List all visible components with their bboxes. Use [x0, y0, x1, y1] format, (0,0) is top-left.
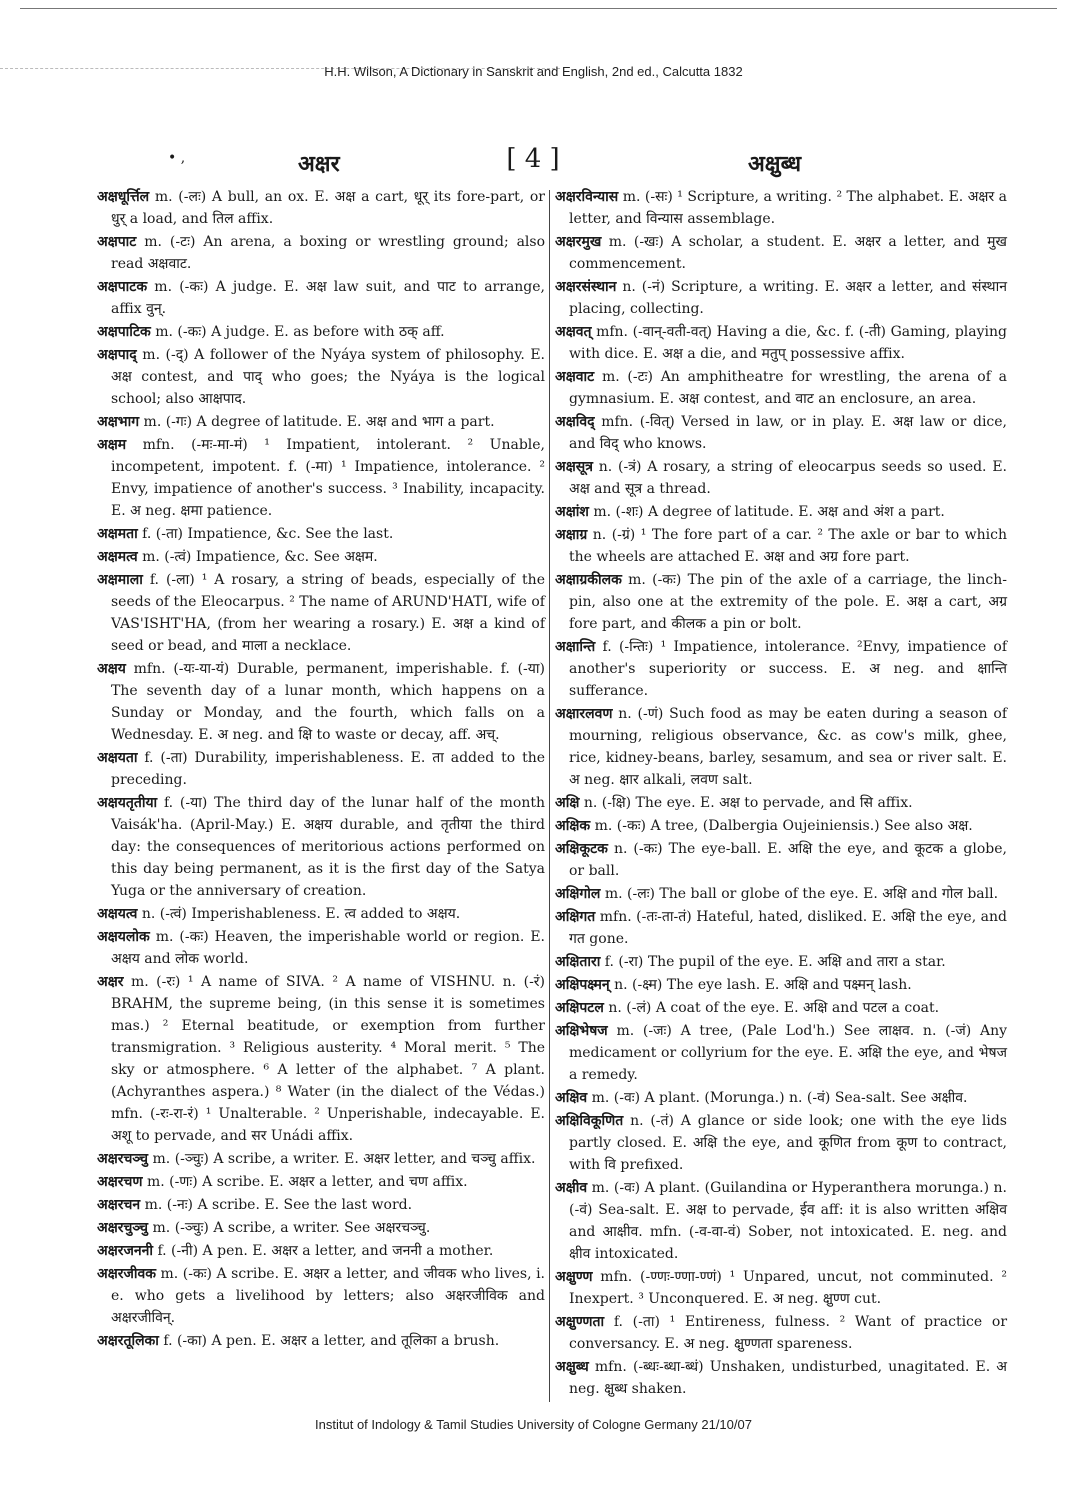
entry-headword: अक्षय — [97, 661, 126, 677]
entry-definition: f. (-ता) Durability, imperishableness. E. ता added to the preceding. — [111, 750, 545, 788]
dictionary-entry — [97, 1194, 545, 1216]
entry-definition: f. (-न्तिः) ¹ Impatience, intolerance. ²Envy, impatience of another's superiority or success. E. अ neg. and क्षान्ति sufferance. — [569, 639, 1008, 699]
entry-definition: mfn. (-वान्-वती-वत्) Having a die, &c. f. (-ती) Gaming, playing with dice. E. अक्ष a die, and मतुप् possessive affix. — [569, 324, 1007, 362]
header-right-word: अक्षुब्ध — [748, 151, 802, 177]
entry-headword: अक्षुण्ण — [555, 1269, 593, 1285]
entry-definition: n. (-कः) The eye-ball. E. अक्षि the eye, and कूटक a globe, or ball. — [569, 841, 1007, 879]
entry-definition: n. (-त्रं) A rosary, a string of eleocarpus seeds so used. E. अक्ष and सूत्र a thread. — [569, 459, 1007, 497]
entry-headword: अक्षरमुख — [555, 234, 602, 250]
dictionary-entry — [555, 321, 1007, 365]
entry-headword: अक्षरजननी — [97, 1243, 154, 1259]
dictionary-entry — [97, 569, 545, 657]
dictionary-entry — [97, 903, 545, 925]
dictionary-entry — [97, 1263, 545, 1329]
entry-headword: अक्षयत्व — [97, 906, 138, 922]
entry-headword: अक्षरचन — [97, 1197, 141, 1213]
entry-definition: m. (-कः) The pin of the axle of a carriage, the linch-pin, also one at the extremity of the pole. E. अक्ष a cart, अग्र fore part, and कीलक a pin or bolt. — [569, 572, 1007, 632]
entry-definition: m. (-द्) A follower of the Nyáya system of philosophy. E. अक्ष contest, and पाद् who goes; the Nyáya is the logical school; also आक्षपाद. — [111, 347, 546, 407]
entry-headword: अक्षयलोक — [97, 929, 150, 945]
dictionary-entry — [97, 231, 545, 275]
source-line: H.H. Wilson, A Dictionary in Sanskrit and English, 2nd ed., Calcutta 1832 — [324, 64, 743, 79]
left-column — [97, 186, 545, 1404]
entry-definition: n. (-लं) A coat of the eye. E. अक्षि and पटल a coat. — [608, 1000, 940, 1016]
entry-headword: अक्षाग्र — [555, 527, 588, 543]
entry-headword: अक्षपाटक — [97, 279, 148, 295]
entry-definition: m. (-त्वं) Impatience, &c. See अक्षम. — [142, 549, 378, 565]
dictionary-entry — [555, 951, 1007, 973]
entry-definition: m. (-ञ्चुः) A scribe, a writer. E. अक्षर letter, and चञ्चु affix. — [152, 1151, 536, 1167]
entry-definition: m. (-वः) A plant. (Morunga.) n. (-वं) Sea-salt. See अक्षीव. — [591, 1090, 968, 1106]
dictionary-entry — [555, 231, 1007, 275]
entry-definition: m. (-सः) ¹ Scripture, a writing. ² The alphabet. E. अक्षर a letter, and विन्यास assemblage. — [569, 189, 1007, 227]
entry-definition: n. (-त्वं) Imperishableness. E. त्व added to अक्षय. — [141, 906, 461, 922]
entry-definition: n. (-क्षि) The eye. E. अक्ष to pervade, and सि affix. — [583, 795, 913, 811]
header-marks: • , — [168, 150, 186, 166]
entry-headword: अक्षरसंस्थान — [555, 279, 617, 295]
entry-definition: f. (-ता) Impatience, &c. See the last. — [142, 526, 394, 542]
entry-headword: अक्षरजीवक — [97, 1266, 157, 1282]
dictionary-entry — [555, 815, 1007, 837]
entry-headword: अक्षितारा — [555, 954, 601, 970]
dictionary-entry — [97, 276, 545, 320]
dictionary-entry — [97, 658, 545, 746]
entry-headword: अक्षधूर्त्तिल — [97, 189, 150, 205]
dictionary-entry — [555, 906, 1007, 950]
header-left-word: अक्षर — [298, 151, 340, 177]
dictionary-entry — [97, 1240, 545, 1262]
entry-definition: m. (-कः) A judge. E. अक्ष law suit, and पाट to arrange, affix वुन्. — [111, 279, 545, 317]
entry-definition: m. (-शः) A degree of latitude. E. अक्ष and अंश a part. — [593, 504, 945, 520]
entry-definition: m. (-णः) A scribe. E. अक्षर a letter, and चण affix. — [146, 1174, 468, 1190]
entry-headword: अक्षपाद् — [97, 347, 137, 363]
entry-headword: अक्षिकूटक — [555, 841, 608, 857]
entry-headword: अक्षिपक्ष्मन् — [555, 977, 610, 993]
entry-definition: f. (-ता) ¹ Entireness, fulness. ² Want of practice or conversancy. E. अ neg. क्षुण्णता spareness. — [569, 1314, 1008, 1352]
dictionary-entry — [97, 1148, 545, 1170]
dictionary-entry — [555, 1020, 1007, 1086]
entry-headword: अक्षिक — [555, 818, 591, 834]
entry-headword: अक्षिभेषज — [555, 1023, 608, 1039]
entry-definition: m. (-लः) The ball or globe of the eye. E. अक्षि and गोल ball. — [604, 886, 999, 902]
entry-headword: अक्षवाट — [555, 369, 595, 385]
dictionary-entry — [97, 186, 545, 230]
dictionary-entry — [97, 344, 545, 410]
entry-headword: अक्षविद् — [555, 414, 595, 430]
entry-headword: अक्षयता — [97, 750, 138, 766]
entry-definition: mfn. (-ण्णः-ण्णा-ण्णं) ¹ Unpared, uncut, not comminuted. ² Inexpert. ³ Unconquered. E. अ neg. क्षुण्ण cut. — [569, 1269, 1007, 1307]
entry-definition: mfn. (-मः-मा-मं) ¹ Impatient, intolerant. ² Unable, incompetent, impotent. f. (-मा) ¹ Impatience, intolerance. ² Envy, impatience of another's success. ³ Inability, incapacity. E. अ neg. क्षमा patience. — [111, 437, 545, 519]
entry-headword: अक्षसूत्र — [555, 459, 593, 475]
dictionary-entry — [97, 1330, 545, 1352]
entry-definition: m. (-लः) A bull, an ox. E. अक्ष a cart, धूर् its fore-part, or धुर् a load, and तिल affix. — [111, 189, 545, 227]
dictionary-entry — [555, 997, 1007, 1019]
entry-headword: अक्षान्ति — [555, 639, 596, 655]
entry-headword: अक्षरचण — [97, 1174, 143, 1190]
entry-headword: अक्षरतूलिका — [97, 1333, 159, 1349]
entry-headword: अक्षरचुञ्चु — [97, 1220, 149, 1236]
top-rule — [20, 8, 1057, 9]
entry-definition: f. (-नी) A pen. E. अक्षर a letter, and जननी a mother. — [157, 1243, 494, 1259]
page-number: [ 4 ] — [506, 144, 560, 174]
entry-headword: अक्षम — [97, 437, 127, 453]
entry-definition: m. (-कः) A tree, (Dalbergia Oujeiniensis.) See also अक्ष. — [594, 818, 973, 834]
entry-headword: अक्षयतृतीया — [97, 795, 158, 811]
dictionary-entry — [555, 1177, 1007, 1265]
dictionary-entry — [555, 276, 1007, 320]
dictionary-entry — [555, 366, 1007, 410]
dictionary-entry — [555, 792, 1007, 814]
entry-definition: n. (-नं) Scripture, a writing. E. अक्षर a letter, and संस्थान placing, collecting. — [569, 279, 1007, 317]
dictionary-entry — [555, 1266, 1007, 1310]
entry-definition: mfn. (-यः-या-यं) Durable, permanent, imperishable. f. (-या) The seventh day of a lunar month, which happens on a Sunday or Monday, and the fourth, which falls on a Wednesday. E. अ neg. and क्षि to waste or decay, aff. अच्. — [111, 661, 545, 743]
entry-definition: m. (-वः) A plant. (Guilandina or Hyperanthera morunga.) n. (-वं) Sea-salt. E. अक्ष to pervade, ईव aff: it is also written अक्षिव and आक्षीव. mfn. (-व-वा-वं) Sober, not intoxicated. E. neg. and क्षीव intoxicated. — [569, 1180, 1007, 1262]
dictionary-entry — [555, 703, 1007, 791]
entry-headword: अक्षिव — [555, 1090, 588, 1106]
entry-definition: mfn. (-तः-ता-तं) Hateful, hated, disliked. E. अक्षि the eye, and गत gone. — [569, 909, 1007, 947]
entry-headword: अक्षीव — [555, 1180, 588, 1196]
dictionary-entry — [97, 321, 545, 343]
entry-headword: अक्षांश — [555, 504, 589, 520]
entry-definition: m. (-कः) A scribe. E. अक्षर a letter, and जीवक who lives, i. e. who gets a livelihood by letters; also अक्षरजीविक and अक्षरजीविन्. — [111, 1266, 545, 1326]
dictionary-entry — [555, 1110, 1007, 1176]
entry-headword: अक्षुण्णता — [555, 1314, 605, 1330]
dictionary-entry — [555, 569, 1007, 635]
entry-headword: अक्षभाग — [97, 414, 140, 430]
entry-headword: अक्षुब्ध — [555, 1359, 589, 1375]
entry-definition: f. (-का) A pen. E. अक्षर a letter, and तूलिका a brush. — [163, 1333, 500, 1349]
dictionary-entry — [97, 523, 545, 545]
entry-headword: अक्षमाला — [97, 572, 143, 588]
dictionary-entry — [555, 1356, 1007, 1400]
entry-definition: m. (-कः) Heaven, the imperishable world or region. E. अक्षय and लोक world. — [111, 929, 545, 967]
dictionary-entry — [555, 456, 1007, 500]
entry-definition: m. (-कः) A judge. E. as before with ठक् aff. — [155, 324, 445, 340]
dictionary-entry — [97, 792, 545, 902]
dictionary-entry — [97, 1171, 545, 1193]
dictionary-entry — [555, 1087, 1007, 1109]
dictionary-entry — [97, 546, 545, 568]
dictionary-entry — [555, 1311, 1007, 1355]
entry-headword: अक्षिपटल — [555, 1000, 604, 1016]
entry-definition: n. (-तं) A glance or side look; one with the eye lids partly closed. E. अक्षि the eye, and कूणित from कूण to contract, with वि prefixed. — [569, 1113, 1007, 1173]
dictionary-entry — [97, 411, 545, 433]
entry-definition: m. (-जः) A tree, (Pale Lod'h.) See लाक्षव. n. (-जं) Any medicament or collyrium for the eye. E. अक्षि the eye, and भेषज a remedy. — [569, 1023, 1007, 1083]
dictionary-entry — [555, 838, 1007, 882]
entry-headword: अक्षरचञ्चु — [97, 1151, 149, 1167]
right-column — [555, 186, 1008, 1397]
entry-definition: m. (-खः) A scholar, a student. E. अक्षर a letter, and मुख commencement. — [569, 234, 1007, 272]
entry-definition: n. (-ग्रं) ¹ The fore part of a car. ² The axle or bar to which the wheels are attached E. अक्ष and अग्र fore part. — [569, 527, 1007, 565]
entry-headword: अक्षपाटिक — [97, 324, 151, 340]
entry-definition: mfn. (-ब्धः-ब्धा-ब्धं) Unshaken, undisturbed, unagitated. E. अ neg. क्षुब्ध shaken. — [569, 1359, 1008, 1397]
entry-definition: m. (-टः) An amphitheatre for wrestling, the arena of a gymnasium. E. अक्ष contest, and वाट an enclosure, an area. — [569, 369, 1007, 407]
entry-headword: अक्षपाट — [97, 234, 137, 250]
entry-definition: mfn. (-वित्) Versed in law, or in play. E. अक्ष law or dice, and विद् who knows. — [569, 414, 1007, 452]
entry-headword: अक्षिगत — [555, 909, 596, 925]
dictionary-entry — [97, 1217, 545, 1239]
dictionary-entry — [97, 434, 545, 522]
dictionary-entry — [555, 411, 1007, 455]
dictionary-entry — [97, 926, 545, 970]
entry-definition: f. (-रा) The pupil of the eye. E. अक्षि and तारा a star. — [604, 954, 946, 970]
dictionary-entry — [555, 974, 1007, 996]
footer-line: Institut of Indology & Tamil Studies University of Cologne Germany 21/10/07 — [315, 1417, 752, 1432]
entry-headword: अक्षिगोल — [555, 886, 601, 902]
dictionary-entry — [97, 747, 545, 791]
entry-definition: n. (-क्ष्म) The eye lash. E. अक्षि and पक्ष्मन् lash. — [614, 977, 912, 993]
entry-headword: अक्षरविन्यास — [555, 189, 619, 205]
entry-definition: f. (-ला) ¹ A rosary, a string of beads, especially of the seeds of the Eleocarpus. ² The name of ARUND'HATI, wife of VAS'ISHT'HA, (from her wearing a rosary.) E. अक्ष a kind of seed or bead, and माला a necklace. — [111, 572, 545, 654]
entry-headword: अक्षर — [97, 974, 124, 990]
entry-headword: अक्षिविकूणित — [555, 1113, 624, 1129]
entry-definition: m. (-नः) A scribe. E. See the last word. — [144, 1197, 413, 1213]
dictionary-entry — [555, 501, 1007, 523]
entry-headword: अक्षाग्रकीलक — [555, 572, 622, 588]
entry-headword: अक्षि — [555, 795, 580, 811]
entry-definition: m. (-ञ्चुः) A scribe, a writer. See अक्षरचञ्चु. — [152, 1220, 431, 1236]
dictionary-entry — [555, 186, 1007, 230]
entry-definition: n. (-णं) Such food as may be eaten during a season of mourning, religious observance, &c. as cow's milk, ghee, rice, kidney-beans, barley, sesamum, and sea or river salt. E. अ neg. क्षार alkali, लवण salt. — [569, 706, 1008, 788]
entry-headword: अक्षारलवण — [555, 706, 613, 722]
entry-headword: अक्षमता — [97, 526, 138, 542]
entry-definition: f. (-या) The third day of the lunar half of the month Vaisák'ha. (April-May.) E. अक्षय durable, and तृतीया the third day: the consequences of meritorious actions performed on this day being permanent, as it is the first day of the Satya Yuga or the anniversary of creation. — [111, 795, 545, 899]
entry-headword: अक्षमत्व — [97, 549, 138, 565]
entry-headword: अक्षवत् — [555, 324, 592, 340]
dictionary-entry — [97, 971, 545, 1147]
entry-definition: m. (-रः) ¹ A name of SIVA. ² A name of VISHNU. n. (-रं) BRAHM, the supreme being, (in this sense it is sometimes mas.) ² Eternal beatitude, or exemption from further transmigration. ³ Religious austerity. ⁴ Moral merit. ⁵ The sky or atmosphere. ⁶ A letter of the alphabet. ⁷ A plant. (Achyranthes aspera.) ⁸ Water (in the dialect of the Védas.) mfn. (-रः-रा-रं) ¹ Unalterable. ² Unperishable, indecayable. E. अशू to pervade, and सर Unádi affix. — [111, 974, 545, 1144]
column-divider — [549, 190, 550, 1402]
dictionary-entry — [555, 636, 1007, 702]
dictionary-entry — [555, 883, 1007, 905]
entry-definition: m. (-गः) A degree of latitude. E. अक्ष and भाग a part. — [143, 414, 495, 430]
dictionary-entry — [555, 524, 1007, 568]
entry-definition: m. (-टः) An arena, a boxing or wrestling ground; also read अक्षवाट. — [111, 234, 546, 272]
